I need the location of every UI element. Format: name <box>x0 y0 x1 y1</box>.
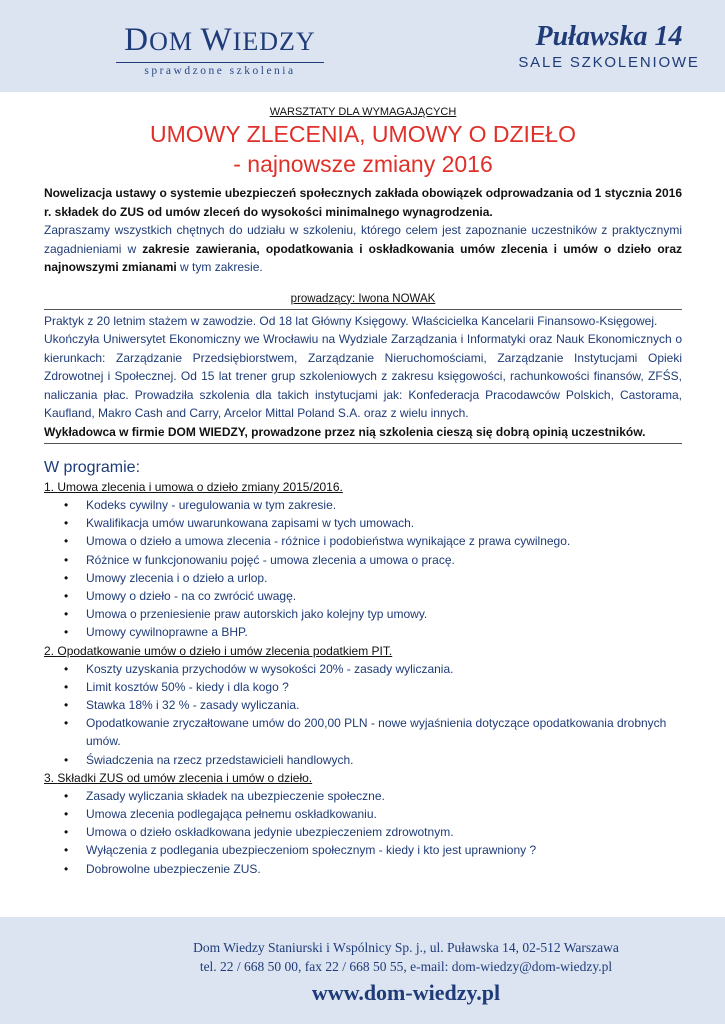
dom-wiedzy-logo <box>110 22 330 77</box>
logo-title: DOM WIEDZY <box>124 22 316 58</box>
divider <box>44 309 682 310</box>
course-eyebrow: WARSZTATY DLA WYMAGAJĄCYCH <box>269 106 457 118</box>
list-item: • Zasady wyliczania składek na ubezpieczenie społeczne. <box>86 787 682 805</box>
logo-subtitle: sprawdzone szkolenia <box>144 65 296 77</box>
bullet-icon: • <box>64 861 69 876</box>
trainer-bio-3: Wykładowca w firmie DOM WIEDZY, prowadzone przez nią szkolenia cieszą się dobrą opinią uczestników. <box>44 424 646 439</box>
footer-website-link[interactable]: www.dom-wiedzy.pl <box>311 980 501 1005</box>
section-list <box>44 496 682 642</box>
bullet-icon: • <box>64 534 69 549</box>
bullet-icon: • <box>64 570 69 585</box>
main-content <box>44 104 682 878</box>
trainer-bio-2: Ukończyła Uniwersytet Ekonomiczny we Wrocławiu na Wydziale Zarządzania i Informatyki oraz Nauk Ekonomicznych o kierunkach: Zarządzanie Przedsiębiorstwem, Zarządzanie Nieruchomościami, Zarządzanie Instytucjami Opieki Zdrowotnej i Społecznej. Od 15 lat trener grup szkoleniowych z zakresu księgowości, rachunkowości finansów, ZFŚS, naliczania płac. Prowadziła szkolenia dla takich instytucjami jak: Konfederacja Pracodawców Polskich, Castorama, Kaufland, Makro Cash and Carry, Arcelor Mittal Poland S.A. oraz z wielu innych. <box>44 332 682 420</box>
bullet-icon: • <box>64 716 69 731</box>
pulawska-subtitle: SALE SZKOLENIOWE <box>518 54 700 71</box>
list-item: • Dobrowolne ubezpieczenie ZUS. <box>86 860 682 878</box>
list-item: • Wyłączenia z podlegania ubezpieczeniom społecznym - kiedy i kto jest uprawniony ? <box>86 841 682 859</box>
list-item: • Koszty uzyskania przychodów w wysokości 20% - zasady wyliczania. <box>86 660 682 678</box>
trainer-label: prowadzący: Iwona NOWAK <box>290 292 436 305</box>
program-section <box>44 642 682 769</box>
logo-divider <box>116 62 324 63</box>
bullet-icon: • <box>64 498 69 512</box>
list-item: • Umowa o dzieło oskładkowana jedynie ubezpieczeniem zdrowotnym. <box>86 823 682 841</box>
bullet-icon: • <box>64 552 69 567</box>
bullet-icon: • <box>64 679 69 694</box>
pulawska-logo <box>514 22 704 71</box>
list-item: • Świadczenia na rzecz przedstawicieli handlowych. <box>86 751 682 769</box>
footer-company: Dom Wiedzy Staniurski i Wspólnicy Sp. j., ul. Puławska 14, 02-512 Warszawa <box>193 940 619 955</box>
bullet-icon: • <box>64 516 69 531</box>
section-list <box>44 660 682 769</box>
bullet-icon: • <box>64 807 69 822</box>
footer-band <box>0 917 725 1024</box>
list-item: • Różnice w funkcjonowaniu pojęć - umowa zlecenia a umowa o pracę. <box>86 551 682 569</box>
bullet-icon: • <box>64 607 69 622</box>
pulawska-title: Puławska 14 <box>535 21 683 52</box>
bullet-icon: • <box>64 698 69 713</box>
program-section <box>44 769 682 878</box>
invite-paragraph: Zapraszamy wszystkich chętnych do udziału w szkoleniu, którego celem jest zapoznanie uczestników z praktycznymi zagadnieniami w zakresie zawierania, opodatkowania i oskładkowania umów zlecenia i umów o dzieło oraz najnowszymi zmianami w tym zakresie. <box>44 223 683 274</box>
footer-contact: tel. 22 / 668 50 00, fax 22 / 668 50 55, e-mail: dom-wiedzy@dom-wiedzy.pl <box>199 959 613 974</box>
list-item: • Opodatkowanie zryczałtowane umów do 200,00 PLN - nowe wyjaśnienia dotyczące opodatkowania drobnych umów. <box>64 716 667 749</box>
bullet-icon: • <box>64 843 69 858</box>
section-title: 1. Umowa zlecenia i umowa o dzieło zmiany 2015/2016. <box>44 480 343 494</box>
program-section <box>44 478 682 642</box>
course-subtitle: - najnowsze zmiany 2016 <box>233 151 493 177</box>
list-item: • Limit kosztów 50% - kiedy i dla kogo ? <box>86 678 682 696</box>
bullet-icon: • <box>64 825 69 840</box>
intro-paragraph: Nowelizacja ustawy o systemie ubezpieczeń społecznych zakłada obowiązek odprowadzania od 1 stycznia 2016 r. składek do ZUS od umów zleceń do wysokości minimalnego wynagrodzenia. <box>44 186 682 219</box>
program-heading: W programie: <box>44 459 141 476</box>
list-item: • Umowa o dzieło a umowa zlecenia - różnice i podobieństwa wynikające z prawa cywilnego. <box>86 532 682 550</box>
list-item: • Umowa o przeniesienie praw autorskich jako kolejny typ umowy. <box>86 605 682 623</box>
list-item: • Umowa zlecenia podlegająca pełnemu oskładkowaniu. <box>86 805 682 823</box>
list-item: • Kodeks cywilny - uregulowania w tym zakresie. <box>86 496 682 514</box>
list-item: • Umowy cywilnoprawne a BHP. <box>86 623 682 641</box>
bullet-icon: • <box>64 625 69 640</box>
bullet-icon: • <box>64 661 69 676</box>
course-title: UMOWY ZLECENIA, UMOWY O DZIEŁO <box>150 121 576 147</box>
list-item: • Stawka 18% i 32 % - zasady wyliczania. <box>86 696 682 714</box>
bullet-icon: • <box>64 589 69 604</box>
header-band <box>0 0 725 92</box>
section-title: 2. Opodatkowanie umów o dzieło i umów zlecenia podatkiem PIT. <box>44 643 393 658</box>
list-item: • Umowy o dzieło - na co zwrócić uwagę. <box>86 587 682 605</box>
list-item: • Kwalifikacja umów uwarunkowana zapisami w tych umowach. <box>86 514 682 532</box>
bullet-icon: • <box>64 788 69 803</box>
trainer-bio-1: Praktyk z 20 letnim stażem w zawodzie. Od 18 lat Główny Księgowy. Właścicielka Kancelarii Finansowo-Księgowej. <box>44 313 658 328</box>
section-title: 3. Składki ZUS od umów zlecenia i umów o dzieło. <box>44 770 313 785</box>
divider <box>44 443 682 444</box>
list-item: • Umowy zlecenia i o dzieło a urlop. <box>86 569 682 587</box>
section-list <box>44 787 682 878</box>
bullet-icon: • <box>64 752 69 767</box>
